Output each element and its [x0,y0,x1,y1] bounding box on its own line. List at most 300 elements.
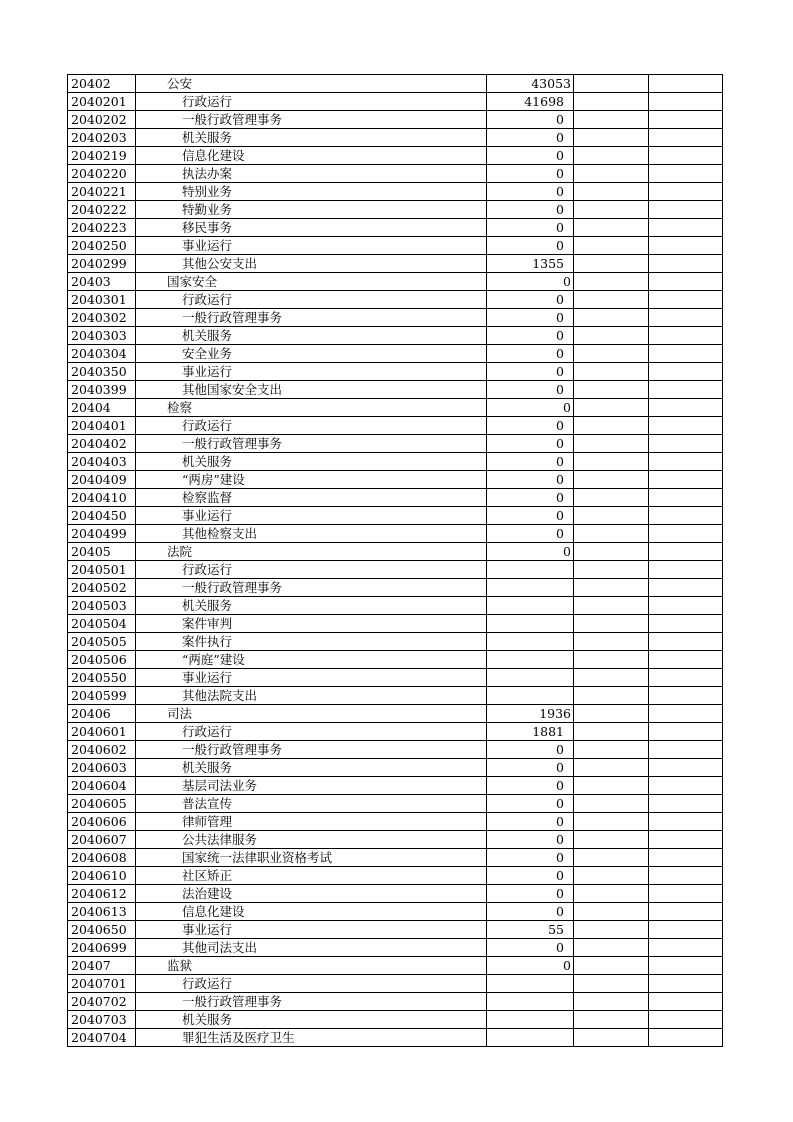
empty-cell [574,435,649,453]
table-row [68,921,723,939]
table-row [68,507,723,525]
empty-cell [649,867,723,885]
account-name-cell: 事业运行 [136,507,487,525]
amount-cell [487,633,574,651]
account-code-cell: 2040607 [68,831,136,849]
empty-cell [649,237,723,255]
empty-cell [574,1029,649,1047]
empty-cell [574,543,649,561]
table-row [68,453,723,471]
amount-cell: 0 [487,381,574,399]
table-row [68,975,723,993]
table-row [68,345,723,363]
amount-cell: 0 [487,219,574,237]
table-row [68,219,723,237]
amount-cell [487,1029,574,1047]
table-row [68,1011,723,1029]
empty-cell [649,777,723,795]
empty-cell [649,75,723,93]
amount-cell: 0 [487,507,574,525]
empty-cell [649,435,723,453]
amount-cell [487,687,574,705]
amount-cell: 0 [487,399,574,417]
account-name-cell: 机关服务 [136,453,487,471]
table-row [68,777,723,795]
account-code-cell: 2040603 [68,759,136,777]
account-name-cell: 一般行政管理事务 [136,309,487,327]
table-row [68,597,723,615]
account-code-cell: 2040410 [68,489,136,507]
account-name-cell: 法院 [136,543,487,561]
table-row [68,291,723,309]
empty-cell [649,183,723,201]
account-name-cell: 检察 [136,399,487,417]
empty-cell [649,975,723,993]
account-code-cell: 2040503 [68,597,136,615]
account-name-cell: 一般行政管理事务 [136,741,487,759]
account-name-cell: 公安 [136,75,487,93]
empty-cell [574,705,649,723]
account-name-cell: 其他司法支出 [136,939,487,957]
table-row [68,255,723,273]
empty-cell [649,993,723,1011]
amount-cell [487,975,574,993]
account-name-cell: 国家安全 [136,273,487,291]
account-name-cell: 行政运行 [136,93,487,111]
amount-cell: 0 [487,957,574,975]
empty-cell [574,741,649,759]
account-code-cell: 2040604 [68,777,136,795]
account-name-cell: 律师管理 [136,813,487,831]
empty-cell [574,633,649,651]
amount-cell: 0 [487,291,574,309]
account-name-cell: 国家统一法律职业资格考试 [136,849,487,867]
empty-cell [574,579,649,597]
table-row [68,723,723,741]
account-code-cell: 20403 [68,273,136,291]
account-code-cell: 2040301 [68,291,136,309]
account-name-cell: 其他公安支出 [136,255,487,273]
account-code-cell: 2040608 [68,849,136,867]
account-code-cell: 2040704 [68,1029,136,1047]
account-name-cell: 法治建设 [136,885,487,903]
empty-cell [574,939,649,957]
amount-cell: 0 [487,903,574,921]
budget-table [67,74,723,1047]
account-name-cell: 信息化建设 [136,147,487,165]
account-code-cell: 2040403 [68,453,136,471]
account-name-cell: 其他国家安全支出 [136,381,487,399]
account-name-cell: 执法办案 [136,165,487,183]
account-code-cell: 2040699 [68,939,136,957]
account-name-cell: 案件审判 [136,615,487,633]
table-row [68,273,723,291]
empty-cell [649,111,723,129]
table-row [68,543,723,561]
empty-cell [574,957,649,975]
account-code-cell: 2040499 [68,525,136,543]
table-row [68,615,723,633]
empty-cell [574,291,649,309]
amount-cell: 0 [487,363,574,381]
empty-cell [649,381,723,399]
empty-cell [574,165,649,183]
empty-cell [574,687,649,705]
account-name-cell: 行政运行 [136,723,487,741]
amount-cell: 0 [487,147,574,165]
empty-cell [649,885,723,903]
amount-cell: 1936 [487,705,574,723]
account-code-cell: 2040202 [68,111,136,129]
table-row [68,831,723,849]
amount-cell: 0 [487,111,574,129]
empty-cell [649,1029,723,1047]
account-name-cell: 普法宣传 [136,795,487,813]
amount-cell: 0 [487,939,574,957]
account-code-cell: 2040203 [68,129,136,147]
table-row [68,381,723,399]
empty-cell [574,471,649,489]
account-name-cell: 事业运行 [136,363,487,381]
table-row [68,651,723,669]
account-name-cell: 信息化建设 [136,903,487,921]
empty-cell [574,75,649,93]
amount-cell: 0 [487,345,574,363]
empty-cell [574,651,649,669]
empty-cell [649,561,723,579]
table-row [68,489,723,507]
empty-cell [649,363,723,381]
table-row [68,111,723,129]
empty-cell [574,867,649,885]
table-row [68,885,723,903]
account-code-cell: 2040402 [68,435,136,453]
account-code-cell: 2040703 [68,1011,136,1029]
account-name-cell: 监狱 [136,957,487,975]
empty-cell [574,777,649,795]
empty-cell [649,939,723,957]
account-name-cell: 检察监督 [136,489,487,507]
table-row [68,903,723,921]
amount-cell [487,579,574,597]
empty-cell [649,759,723,777]
amount-cell: 0 [487,129,574,147]
table-row [68,705,723,723]
empty-cell [574,849,649,867]
empty-cell [649,705,723,723]
table-row [68,237,723,255]
table-row [68,525,723,543]
account-code-cell: 2040599 [68,687,136,705]
account-name-cell: 案件执行 [136,633,487,651]
account-code-cell: 2040505 [68,633,136,651]
empty-cell [574,201,649,219]
table-row [68,561,723,579]
empty-cell [574,525,649,543]
account-code-cell: 2040506 [68,651,136,669]
table-row [68,669,723,687]
account-code-cell: 2040701 [68,975,136,993]
table-row [68,183,723,201]
empty-cell [574,363,649,381]
empty-cell [649,507,723,525]
table-row [68,579,723,597]
amount-cell: 1355 [487,255,574,273]
empty-cell [574,885,649,903]
table-row [68,435,723,453]
empty-cell [574,489,649,507]
table-row [68,795,723,813]
empty-cell [649,453,723,471]
empty-cell [649,201,723,219]
account-name-cell: 特勤业务 [136,201,487,219]
empty-cell [574,399,649,417]
empty-cell [574,993,649,1011]
account-name-cell: 机关服务 [136,597,487,615]
account-code-cell: 2040299 [68,255,136,273]
empty-cell [649,489,723,507]
account-name-cell: 一般行政管理事务 [136,993,487,1011]
empty-cell [574,147,649,165]
empty-cell [649,849,723,867]
amount-cell [487,615,574,633]
account-code-cell: 2040601 [68,723,136,741]
amount-cell [487,1011,574,1029]
table-row [68,741,723,759]
amount-cell: 0 [487,525,574,543]
empty-cell [649,813,723,831]
amount-cell: 0 [487,795,574,813]
account-name-cell: 一般行政管理事务 [136,111,487,129]
amount-cell [487,993,574,1011]
account-name-cell: 事业运行 [136,921,487,939]
account-name-cell: 行政运行 [136,561,487,579]
empty-cell [574,1011,649,1029]
account-code-cell: 2040221 [68,183,136,201]
account-name-cell: 行政运行 [136,291,487,309]
empty-cell [649,93,723,111]
empty-cell [649,255,723,273]
empty-cell [649,597,723,615]
account-code-cell: 2040650 [68,921,136,939]
account-name-cell: 一般行政管理事务 [136,579,487,597]
empty-cell [574,93,649,111]
account-name-cell: 机关服务 [136,759,487,777]
table-row [68,201,723,219]
account-code-cell: 2040550 [68,669,136,687]
table-row [68,939,723,957]
empty-cell [574,381,649,399]
empty-cell [649,615,723,633]
empty-cell [649,345,723,363]
empty-cell [574,273,649,291]
account-code-cell: 2040401 [68,417,136,435]
table-row [68,129,723,147]
account-name-cell: 其他检察支出 [136,525,487,543]
account-name-cell: 一般行政管理事务 [136,435,487,453]
table-row [68,327,723,345]
empty-cell [574,561,649,579]
account-code-cell: 20407 [68,957,136,975]
account-name-cell: 安全业务 [136,345,487,363]
table-row [68,1029,723,1047]
account-code-cell: 2040304 [68,345,136,363]
account-code-cell: 2040610 [68,867,136,885]
empty-cell [649,219,723,237]
empty-cell [574,309,649,327]
amount-cell: 0 [487,273,574,291]
table-row [68,687,723,705]
account-name-cell: 事业运行 [136,237,487,255]
amount-cell: 0 [487,543,574,561]
account-name-cell: 罪犯生活及医疗卫生 [136,1029,487,1047]
empty-cell [574,795,649,813]
empty-cell [649,687,723,705]
account-name-cell: 基层司法业务 [136,777,487,795]
empty-cell [649,741,723,759]
amount-cell [487,669,574,687]
amount-cell: 0 [487,309,574,327]
empty-cell [649,831,723,849]
empty-cell [649,471,723,489]
empty-cell [649,417,723,435]
table-row [68,75,723,93]
empty-cell [574,975,649,993]
empty-cell [574,237,649,255]
amount-cell: 0 [487,165,574,183]
account-code-cell: 2040450 [68,507,136,525]
table-body [68,75,723,1047]
amount-cell: 0 [487,453,574,471]
account-code-cell: 2040223 [68,219,136,237]
empty-cell [649,633,723,651]
empty-cell [574,255,649,273]
account-code-cell: 2040399 [68,381,136,399]
account-code-cell: 2040222 [68,201,136,219]
table-row [68,867,723,885]
account-code-cell: 2040606 [68,813,136,831]
amount-cell: 0 [487,201,574,219]
empty-cell [574,831,649,849]
account-name-cell: 移民事务 [136,219,487,237]
empty-cell [649,273,723,291]
empty-cell [574,219,649,237]
table-row [68,993,723,1011]
amount-cell [487,597,574,615]
amount-cell: 0 [487,237,574,255]
empty-cell [649,309,723,327]
table-row [68,363,723,381]
amount-cell: 0 [487,885,574,903]
empty-cell [574,921,649,939]
table-row [68,849,723,867]
account-name-cell: 司法 [136,705,487,723]
amount-cell: 0 [487,867,574,885]
empty-cell [574,903,649,921]
empty-cell [649,669,723,687]
empty-cell [649,921,723,939]
empty-cell [649,795,723,813]
empty-cell [649,579,723,597]
empty-cell [649,903,723,921]
empty-cell [574,669,649,687]
table-row [68,147,723,165]
account-code-cell: 2040302 [68,309,136,327]
account-code-cell: 2040409 [68,471,136,489]
empty-cell [649,327,723,345]
empty-cell [649,129,723,147]
amount-cell: 0 [487,435,574,453]
amount-cell [487,561,574,579]
empty-cell [649,165,723,183]
empty-cell [574,417,649,435]
account-code-cell: 20405 [68,543,136,561]
table-row [68,957,723,975]
account-code-cell: 2040502 [68,579,136,597]
empty-cell [649,957,723,975]
amount-cell: 0 [487,471,574,489]
table-row [68,165,723,183]
empty-cell [649,723,723,741]
account-code-cell: 2040504 [68,615,136,633]
empty-cell [649,525,723,543]
amount-cell: 0 [487,759,574,777]
account-name-cell: 行政运行 [136,417,487,435]
amount-cell: 0 [487,327,574,345]
empty-cell [574,597,649,615]
empty-cell [649,399,723,417]
amount-cell: 0 [487,777,574,795]
empty-cell [574,327,649,345]
empty-cell [574,759,649,777]
account-name-cell: 机关服务 [136,1011,487,1029]
account-code-cell: 2040602 [68,741,136,759]
account-name-cell: 社区矫正 [136,867,487,885]
empty-cell [649,291,723,309]
account-code-cell: 2040201 [68,93,136,111]
account-code-cell: 20404 [68,399,136,417]
account-name-cell: “两房”建设 [136,471,487,489]
table-row [68,759,723,777]
table-row [68,813,723,831]
account-code-cell: 20402 [68,75,136,93]
account-name-cell: 公共法律服务 [136,831,487,849]
empty-cell [574,111,649,129]
account-name-cell: 事业运行 [136,669,487,687]
account-name-cell: 机关服务 [136,327,487,345]
table-row [68,93,723,111]
account-code-cell: 2040219 [68,147,136,165]
amount-cell: 0 [487,831,574,849]
empty-cell [574,507,649,525]
account-code-cell: 2040605 [68,795,136,813]
account-code-cell: 20406 [68,705,136,723]
table-row [68,309,723,327]
account-name-cell: 特别业务 [136,183,487,201]
amount-cell: 0 [487,183,574,201]
amount-cell: 0 [487,849,574,867]
account-name-cell: 行政运行 [136,975,487,993]
empty-cell [574,813,649,831]
amount-cell [487,651,574,669]
account-code-cell: 2040501 [68,561,136,579]
amount-cell: 0 [487,417,574,435]
empty-cell [574,345,649,363]
empty-cell [649,1011,723,1029]
account-code-cell: 2040220 [68,165,136,183]
account-code-cell: 2040350 [68,363,136,381]
empty-cell [574,129,649,147]
